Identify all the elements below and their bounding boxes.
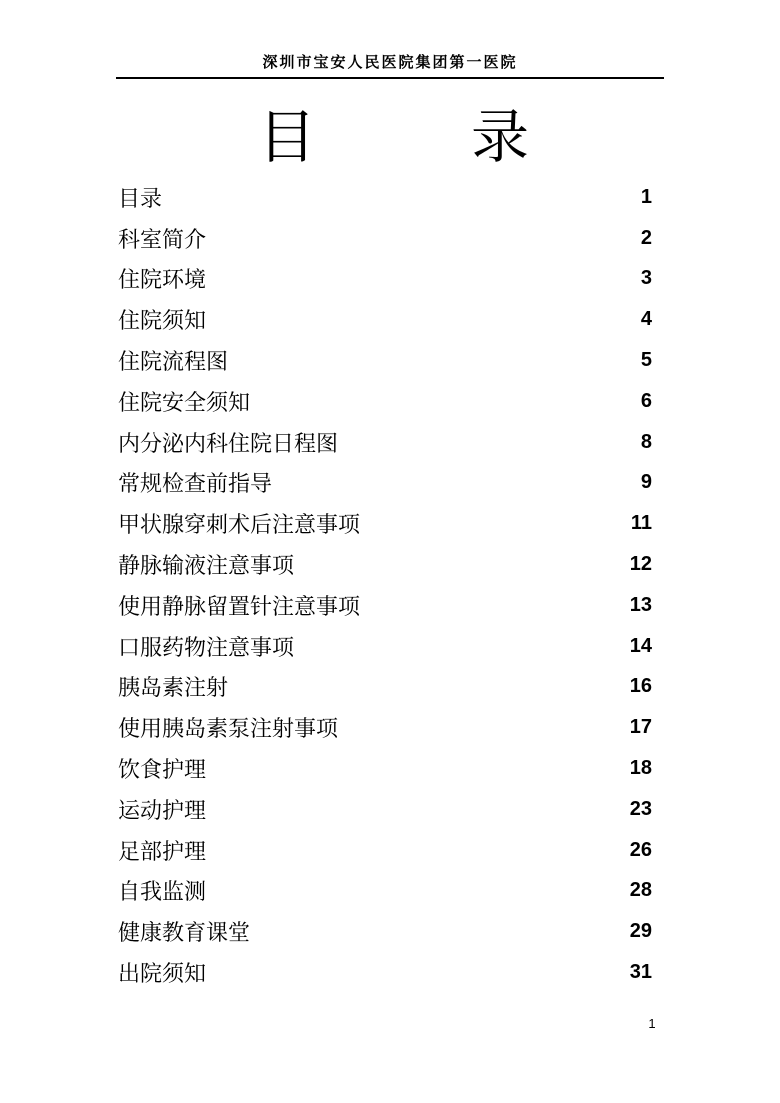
toc-entry-label: 住院环境 [118,268,207,294]
toc-entry-page: 11 [630,512,652,535]
toc-entry[interactable] [118,830,652,871]
toc-entry[interactable] [118,422,652,463]
toc-entry-page: 31 [629,961,652,984]
toc-entry-page: 14 [629,634,652,657]
toc-entry-label: 目录 [118,186,163,212]
toc-entry[interactable] [118,952,652,993]
toc-entry[interactable] [118,259,652,300]
toc-entry[interactable] [118,463,652,504]
toc-entry[interactable] [118,544,652,585]
toc-entry-page: 2 [640,226,652,249]
toc-entry[interactable] [118,585,652,626]
toc-entry-label: 住院须知 [118,309,207,335]
toc-entry[interactable] [118,667,652,708]
toc-entry-page: 17 [629,716,652,739]
toc-entry-page: 4 [640,308,652,331]
toc-list [118,177,652,993]
header-divider [116,77,664,79]
page-number: 1 [648,1016,656,1031]
toc-entry-page: 8 [640,430,652,453]
toc-entry-page: 26 [629,838,652,861]
toc-entry-label: 静脉输液注意事项 [118,554,295,580]
toc-entry-page: 13 [629,593,652,616]
toc-entry-label: 口服药物注意事项 [118,635,295,661]
toc-entry[interactable] [118,911,652,952]
toc-entry-label: 住院流程图 [118,350,229,376]
toc-entry-label: 饮食护理 [118,758,207,784]
toc-entry-label: 自我监测 [118,880,207,906]
toc-entry-label: 使用静脉留置针注意事项 [118,594,361,620]
toc-entry-label: 常规检查前指导 [118,472,273,498]
toc-entry[interactable] [118,871,652,912]
toc-entry-page: 5 [640,349,652,372]
toc-entry-label: 科室简介 [118,227,207,253]
toc-entry-page: 6 [640,389,652,412]
toc-entry-page: 28 [629,879,652,902]
toc-entry[interactable] [118,789,652,830]
toc-entry-page: 9 [640,471,652,494]
toc-entry-label: 足部护理 [118,839,207,865]
toc-entry-label: 健康教育课堂 [118,921,251,947]
toc-entry-label: 内分泌内科住院日程图 [118,431,339,457]
toc-title [116,102,664,172]
toc-entry-label: 胰岛素注射 [118,676,229,702]
toc-entry[interactable] [118,626,652,667]
toc-entry-label: 使用胰岛素泵注射事项 [118,717,339,743]
toc-entry[interactable] [118,503,652,544]
toc-entry-label: 运动护理 [118,798,207,824]
toc-entry-page: 1 [640,185,652,208]
toc-entry-label: 出院须知 [118,962,207,988]
toc-entry-page: 16 [629,675,652,698]
toc-entry-page: 18 [629,757,652,780]
toc-entry[interactable] [118,381,652,422]
toc-entry-page: 3 [640,267,652,290]
toc-entry-page: 29 [629,920,652,943]
toc-entry[interactable] [118,340,652,381]
toc-entry[interactable] [118,218,652,259]
toc-entry[interactable] [118,707,652,748]
toc-entry[interactable] [118,177,652,218]
toc-entry-page: 23 [629,797,652,820]
toc-title-char-2: 录 [471,103,530,171]
toc-entry[interactable] [118,299,652,340]
page-header: 深圳市宝安人民医院集团第一医院 [262,53,518,71]
toc-entry[interactable] [118,748,652,789]
toc-entry-label: 住院安全须知 [118,390,251,416]
toc-title-char-1: 目 [258,103,317,171]
toc-entry-label: 甲状腺穿刺术后注意事项 [118,513,361,539]
toc-entry-page: 12 [629,553,652,576]
